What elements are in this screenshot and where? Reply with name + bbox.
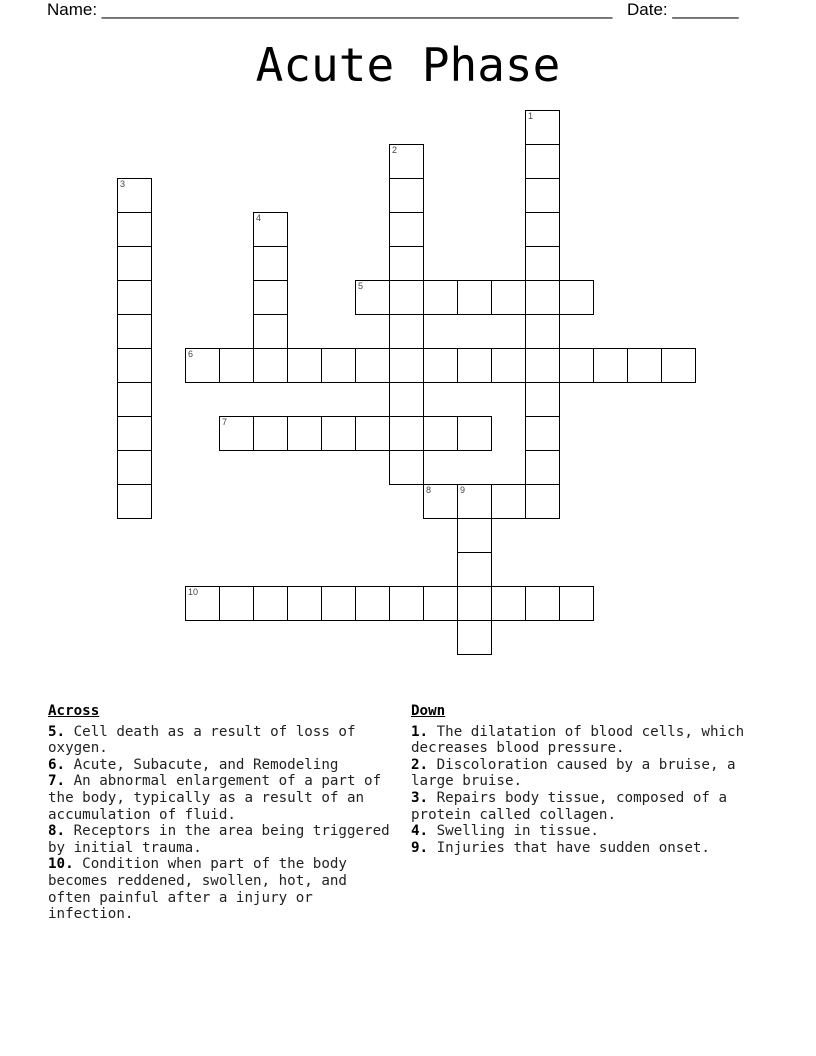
grid-cell[interactable] [525, 280, 560, 315]
grid-cell[interactable] [457, 518, 492, 553]
cell-number: 9 [460, 485, 466, 495]
clue-text: Condition when part of the body becomes reddened, swollen, hot, and often painful after a injury or infection. [48, 856, 347, 923]
grid-cell[interactable] [525, 416, 560, 451]
grid-cell[interactable] [423, 586, 458, 621]
clue-down-1 [411, 724, 756, 757]
cell-number: 10 [188, 587, 199, 597]
grid-cell[interactable] [525, 178, 560, 213]
across-heading: Across [48, 703, 100, 719]
grid-cell[interactable] [253, 416, 288, 451]
grid-cell[interactable] [117, 416, 152, 451]
grid-cell[interactable] [117, 314, 152, 349]
clue-down-3 [411, 790, 756, 823]
grid-cell[interactable] [525, 110, 560, 145]
clue-down-9 [411, 840, 756, 857]
date-field-label: Date: _______ [627, 0, 739, 19]
grid-cell[interactable] [491, 586, 526, 621]
grid-cell[interactable] [389, 450, 424, 485]
grid-cell[interactable] [389, 382, 424, 417]
grid-cell[interactable] [423, 348, 458, 383]
grid-cell[interactable] [117, 212, 152, 247]
grid-cell[interactable] [117, 246, 152, 281]
grid-cell[interactable] [593, 348, 628, 383]
grid-cell[interactable] [423, 280, 458, 315]
clue-text: An abnormal enlargement of a part of the body, typically as a result of an accumulation of fluid. [48, 773, 382, 823]
clue-number: 7. [48, 773, 66, 790]
grid-cell[interactable] [525, 314, 560, 349]
grid-cell[interactable] [253, 314, 288, 349]
page-title: Acute Phase [255, 38, 561, 92]
grid-cell[interactable] [253, 212, 288, 247]
clue-number: 1. [411, 723, 429, 740]
grid-cell[interactable] [389, 348, 424, 383]
clue-number: 8. [48, 823, 66, 840]
clue-number: 10. [48, 856, 74, 873]
grid-cell[interactable] [287, 416, 322, 451]
grid-cell[interactable] [559, 280, 594, 315]
clue-number: 4. [411, 823, 429, 840]
grid-cell[interactable] [525, 348, 560, 383]
grid-cell[interactable] [117, 280, 152, 315]
grid-cell[interactable] [253, 586, 288, 621]
clue-text: Injuries that have sudden onset. [436, 839, 710, 856]
grid-cell[interactable] [491, 348, 526, 383]
clue-number: 2. [411, 756, 429, 773]
grid-cell[interactable] [185, 348, 220, 383]
grid-cell[interactable] [457, 484, 492, 519]
clue-across-6 [48, 757, 393, 774]
grid-cell[interactable] [219, 586, 254, 621]
grid-cell[interactable] [491, 280, 526, 315]
across-clues [48, 703, 393, 923]
grid-cell[interactable] [355, 348, 390, 383]
grid-cell[interactable] [287, 348, 322, 383]
grid-cell[interactable] [219, 348, 254, 383]
grid-cell[interactable] [389, 314, 424, 349]
grid-cell[interactable] [389, 144, 424, 179]
grid-cell[interactable] [457, 280, 492, 315]
grid-cell[interactable] [321, 348, 356, 383]
clue-number: 9. [411, 839, 429, 856]
clue-text: Repairs body tissue, composed of a protein called collagen. [411, 789, 728, 823]
grid-cell[interactable] [321, 586, 356, 621]
grid-cell[interactable] [457, 620, 492, 655]
grid-cell[interactable] [525, 586, 560, 621]
grid-cell[interactable] [525, 450, 560, 485]
grid-cell[interactable] [525, 212, 560, 247]
grid-cell[interactable] [457, 416, 492, 451]
clue-across-5 [48, 724, 393, 757]
grid-cell[interactable] [525, 246, 560, 281]
grid-cell[interactable] [253, 280, 288, 315]
grid-cell[interactable] [219, 416, 254, 451]
grid-cell[interactable] [389, 280, 424, 315]
grid-cell[interactable] [355, 586, 390, 621]
grid-cell[interactable] [457, 348, 492, 383]
grid-cell[interactable] [287, 586, 322, 621]
grid-cell[interactable] [525, 484, 560, 519]
grid-cell[interactable] [355, 416, 390, 451]
clue-number: 3. [411, 789, 429, 806]
grid-cell[interactable] [389, 586, 424, 621]
grid-cell[interactable] [457, 552, 492, 587]
grid-cell[interactable] [117, 382, 152, 417]
cell-number: 1 [528, 111, 534, 121]
cell-number: 3 [120, 179, 126, 189]
grid-cell[interactable] [185, 586, 220, 621]
grid-cell[interactable] [321, 416, 356, 451]
grid-cell[interactable] [117, 484, 152, 519]
clue-across-10 [48, 856, 393, 922]
grid-cell[interactable] [253, 246, 288, 281]
grid-cell[interactable] [389, 246, 424, 281]
grid-cell[interactable] [525, 382, 560, 417]
name-field-label: Name: ______________________________________________________ [47, 0, 613, 19]
grid-cell[interactable] [457, 586, 492, 621]
grid-cell[interactable] [389, 212, 424, 247]
grid-cell[interactable] [423, 484, 458, 519]
grid-cell[interactable] [627, 348, 662, 383]
cell-number: 4 [256, 213, 262, 223]
cell-number: 7 [222, 417, 228, 427]
down-clues [411, 703, 756, 856]
grid-cell[interactable] [117, 450, 152, 485]
clue-text: The dilatation of blood cells, which decreases blood pressure. [411, 723, 745, 757]
clue-text: Receptors in the area being triggered by initial trauma. [48, 823, 390, 856]
clue-across-8 [48, 823, 393, 856]
grid-cell[interactable] [117, 348, 152, 383]
grid-cell[interactable] [491, 484, 526, 519]
cell-number: 5 [358, 281, 364, 291]
grid-cell[interactable] [389, 178, 424, 213]
clue-text: Cell death as a result of loss of oxygen. [48, 723, 356, 757]
grid-cell[interactable] [525, 144, 560, 179]
clue-down-4 [411, 823, 756, 840]
grid-cell[interactable] [253, 348, 288, 383]
clue-text: Swelling in tissue. [436, 823, 599, 840]
cell-number: 8 [426, 485, 432, 495]
grid-cell[interactable] [117, 178, 152, 213]
grid-cell[interactable] [661, 348, 696, 383]
clue-text: Discoloration caused by a bruise, a large bruise. [411, 756, 736, 790]
down-heading: Down [411, 703, 446, 719]
grid-cell[interactable] [559, 586, 594, 621]
clue-text: Acute, Subacute, and Remodeling [73, 756, 339, 773]
clue-number: 5. [48, 723, 66, 740]
clue-number: 6. [48, 756, 66, 773]
cell-number: 2 [392, 145, 398, 155]
clue-down-2 [411, 757, 756, 790]
grid-cell[interactable] [355, 280, 390, 315]
grid-cell[interactable] [389, 416, 424, 451]
cell-number: 6 [188, 349, 194, 359]
grid-cell[interactable] [423, 416, 458, 451]
clue-across-7 [48, 773, 393, 823]
grid-cell[interactable] [559, 348, 594, 383]
